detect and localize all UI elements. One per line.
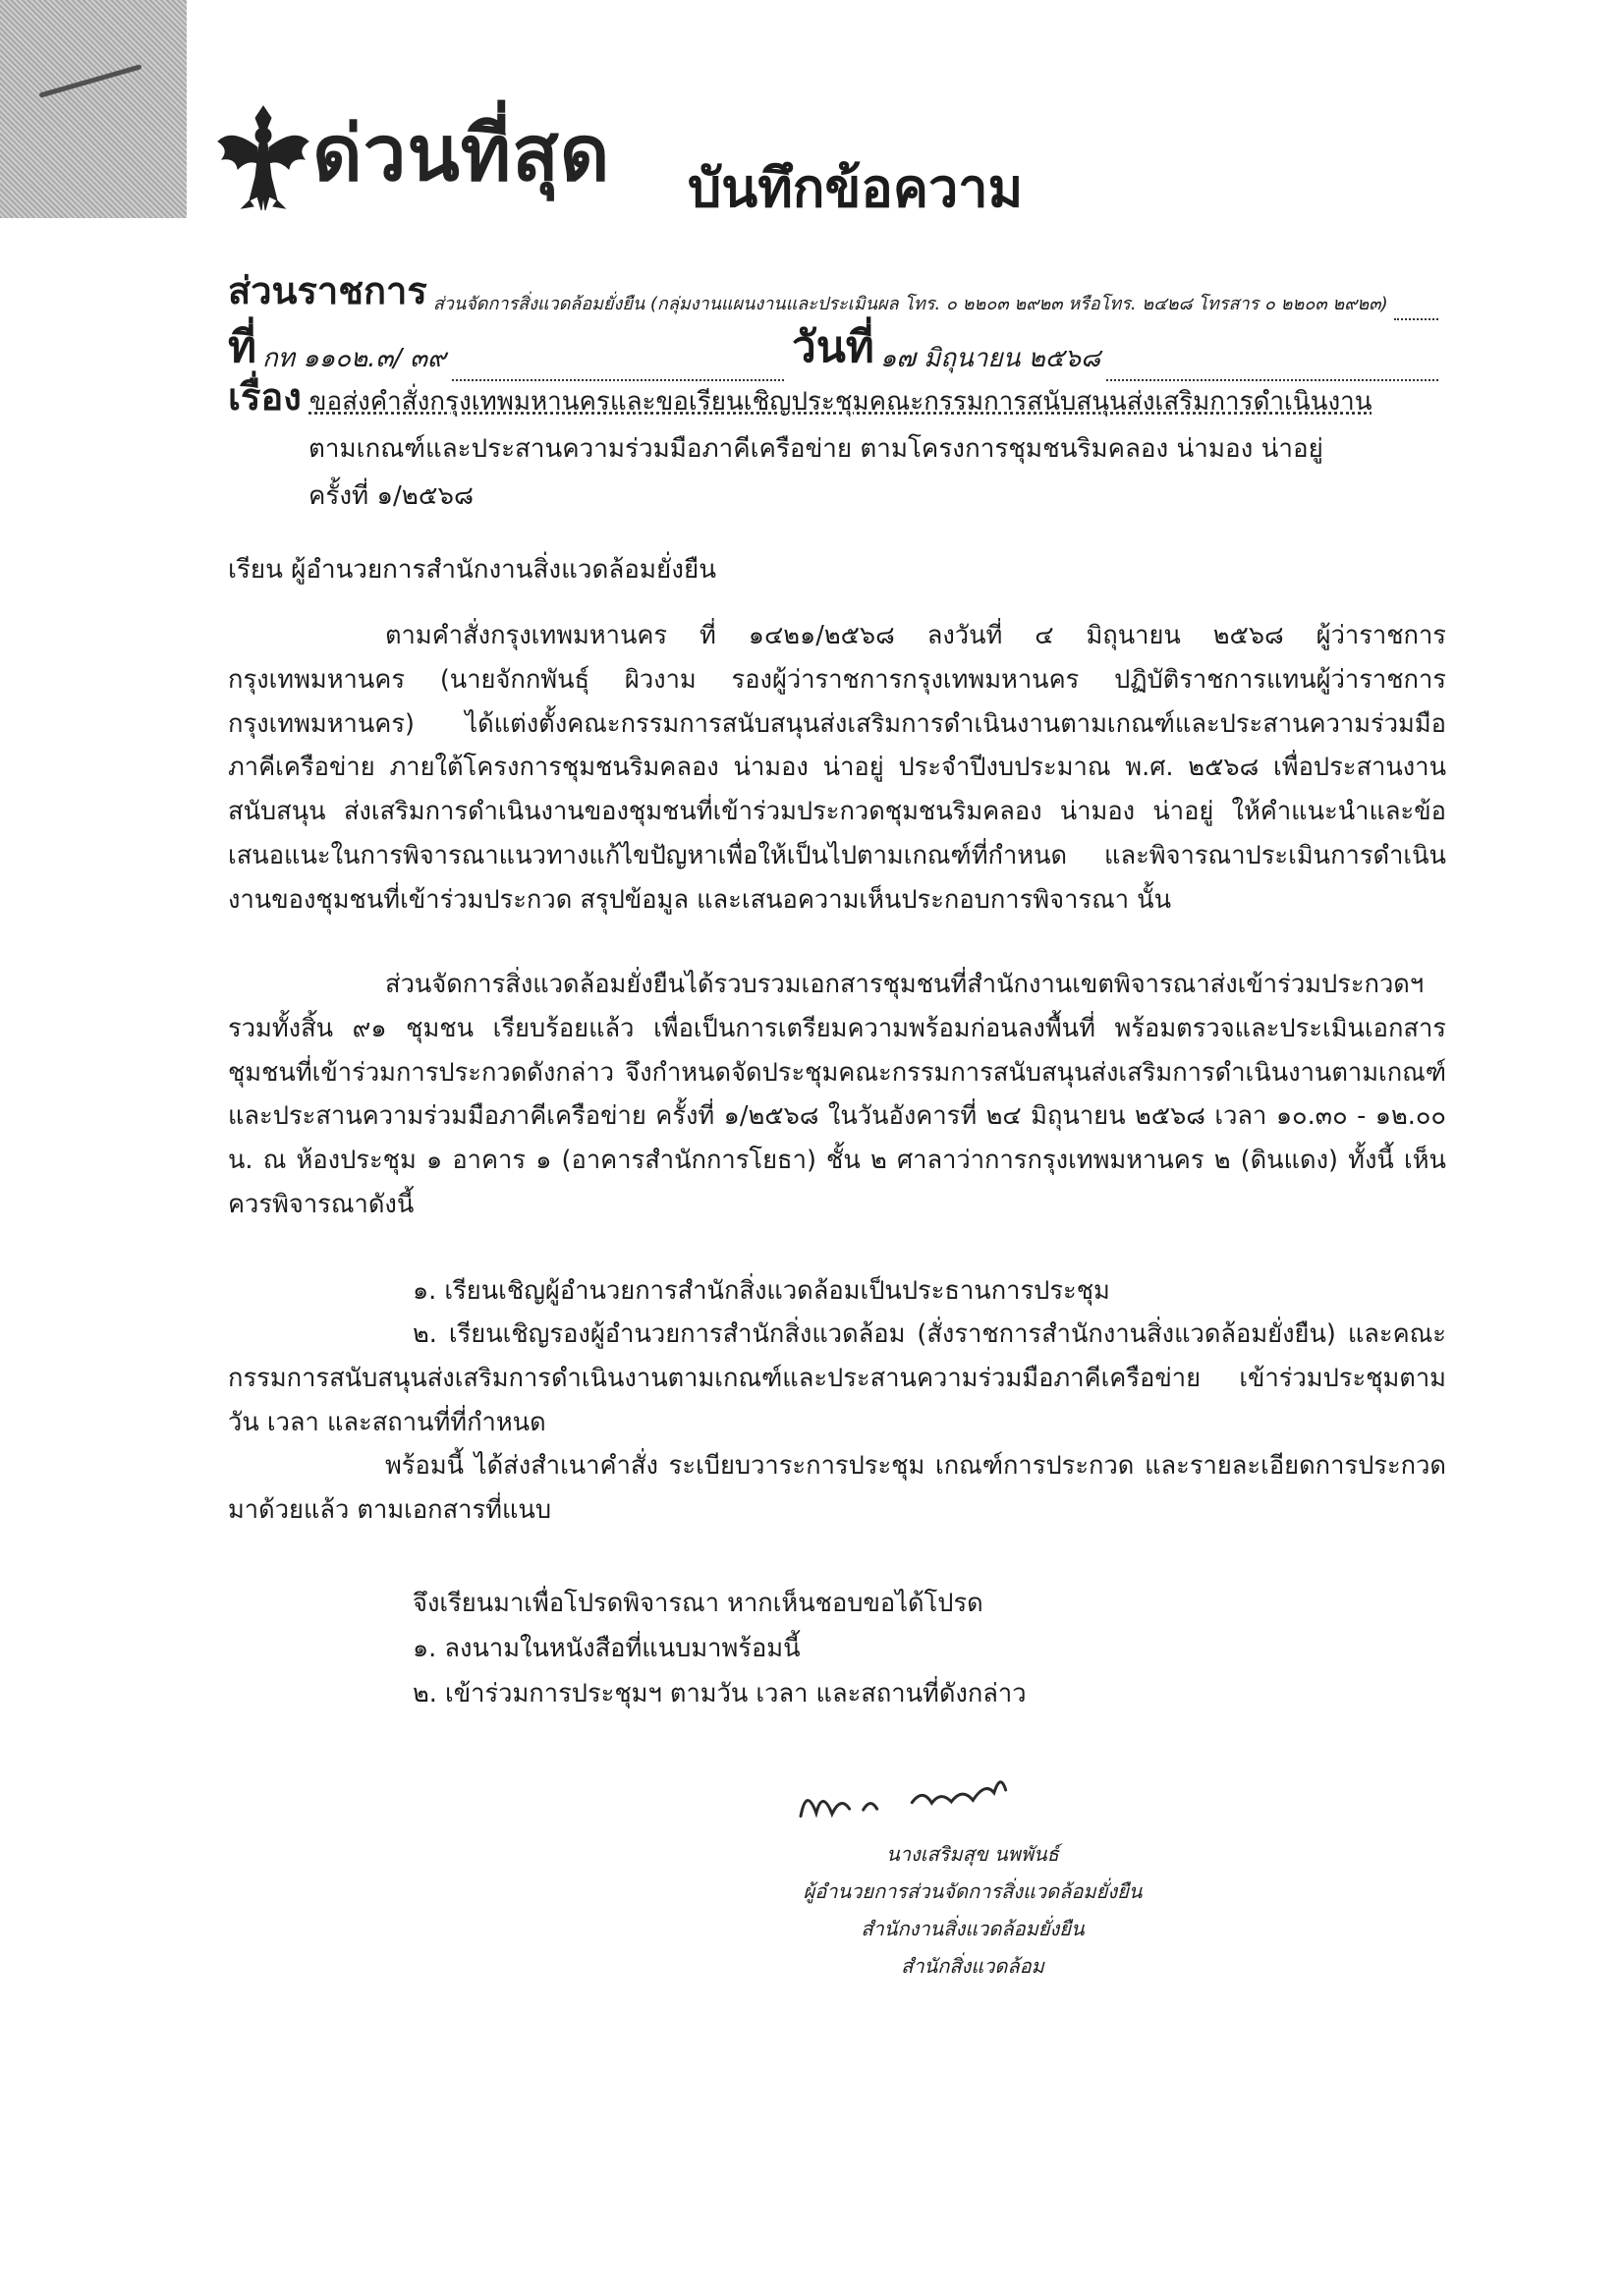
closing-item: ๑. ลงนามในหนังสือที่แนบมาพร้อมนี้: [413, 1634, 801, 1663]
list-item: ๑. เรียนเชิญผู้อำนวยการสำนักสิ่งแวดล้อมเป็นประธานการประชุม: [413, 1276, 1110, 1306]
handwritten-signature: [792, 1760, 1051, 1836]
body-paragraph: [228, 614, 1446, 923]
garuda-emblem-icon: [214, 98, 312, 214]
subject-line-2: ตามเกณฑ์และประสานความร่วมมือภาคีเครือข่าย ตามโครงการชุมชนริมคลอง น่ามอง น่าอยู่: [308, 434, 1323, 464]
number-date-row: [228, 312, 1438, 381]
corner-stamp: [0, 0, 187, 218]
list-item: [228, 1313, 1446, 1444]
closing-item: ๒. เข้าร่วมการประชุมฯ ตามวัน เวลา และสถานที่ดังกล่าว: [413, 1679, 1027, 1708]
signatory-title: ผู้อำนวยการส่วนจัดการสิ่งแวดล้อมยั่งยืน: [803, 1879, 1143, 1903]
paragraph-text: ส่วนจัดการสิ่งแวดล้อมยั่งยืนได้รวบรวมเอกสารชุมชนที่สำนักงานเขตพิจารณาส่งเข้าร่วมประกวดฯ รวมทั้งสิ้น ๙๑ ชุมชน เรียบร้อยแล้ว เพื่อเป็นการเตรียมความพร้อมก่อนลงพื้นที่ พร้อมตรวจและประเมินเอกสารชุมชนที่เข้าร่วมการประกวดดังกล่าว จึงกำหนดจัดประชุมคณะกรรมการสนับสนุนส่งเสริมการดำเนินงานตามเกณฑ์และประสานความร่วมมือภาคีเครือข่าย ครั้งที่ ๑/๒๕๖๘ ในวันอังคารที่ ๒๔ มิถุนายน ๒๕๖๘ เวลา ๑๐.๓๐ - ๑๒.๐๐ น. ณ ห้องประชุม ๑ อาคาร ๑ (อาคารสำนักการโยธา) ชั้น ๒ ศาลาว่าการกรุงเทพมหานคร ๒ (ดินแดง) ทั้งนี้ เห็นควรพิจารณาดังนี้: [228, 970, 1446, 1219]
closing-request: จึงเรียนมาเพื่อโปรดพิจารณา หากเห็นชอบขอได้โปรด: [413, 1589, 983, 1618]
list-item-text: ๒. เรียนเชิญรองผู้อำนวยการสำนักสิ่งแวดล้อม (สั่งราชการสำนักงานสิ่งแวดล้อมยั่งยืน) และคณะกรรมการสนับสนุนส่งเสริมการดำเนินงานตามเกณฑ์และประสานความร่วมมือภาคีเครือข่าย เข้าร่วมประชุมตามวัน เวลา และสถานที่ที่กำหนด: [228, 1319, 1446, 1437]
subject-block: [228, 373, 1446, 520]
signatory-department: สำนักสิ่งแวดล้อม: [901, 1954, 1044, 1978]
subject-line-3: ครั้งที่ ๑/๒๕๖๘: [308, 481, 475, 511]
date-label: วันที่: [792, 322, 874, 372]
paragraph-text: ตามคำสั่งกรุงเทพมหานคร ที่ ๑๔๒๑/๒๕๖๘ ลงวันที่ ๔ มิถุนายน ๒๕๖๘ ผู้ว่าราชการกรุงเทพมหานคร (นายจักกพันธุ์ ผิวงาม รองผู้ว่าราชการกรุงเทพมหานคร ปฏิบัติราชการแทนผู้ว่าราชการกรุงเทพมหานคร) ได้แต่งตั้งคณะกรรมการสนับสนุนส่งเสริมการดำเนินงานตามเกณฑ์และประสานความร่วมมือภาคีเครือข่าย ภายใต้โครงการชุมชนริมคลอง น่ามอง น่าอยู่ ประจำปีงบประมาณ พ.ศ. ๒๕๖๘ เพื่อประสานงาน สนับสนุน ส่งเสริมการดำเนินงานของชุมชนที่เข้าร่วมประกวดชุมชนริมคลอง น่ามอง น่าอยู่ ให้คำแนะนำและข้อเสนอแนะในการพิจารณาแนวทางแก้ไขปัญหาเพื่อให้เป็นไปตามเกณฑ์ที่กำหนด และพิจารณาประเมินการดำเนินงานของชุมชนที่เข้าร่วมประกวด สรุปข้อมูล และเสนอความเห็นประกอบการพิจารณา นั้น: [228, 621, 1446, 915]
number-label: ที่: [228, 322, 257, 372]
urgency-label: ด่วนที่สุด: [312, 110, 611, 198]
staple-mark: [38, 64, 141, 98]
memo-title: บันทึกข้อความ: [688, 157, 1024, 219]
subject-label: เรื่อง: [228, 375, 302, 419]
department-label: ส่วนราชการ: [228, 269, 427, 312]
date-value: ๑๗ มิถุนายน ๒๕๖๘: [879, 344, 1101, 373]
signatory-office: สำนักงานสิ่งแวดล้อมยั่งยืน: [861, 1917, 1085, 1940]
number-value: กท ๑๑๐๒.๓/ ๓๙: [262, 344, 447, 373]
body-paragraph: [228, 1444, 1446, 1533]
department-value: ส่วนจัดการสิ่งแวดล้อมยั่งยืน (กลุ่มงานแผนงานและประเมินผล โทร. ๐ ๒๒๐๓ ๒๙๒๓ หรือโทร. ๒๔๒๘ โทรสาร ๐ ๒๒๐๓ ๒๙๒๓): [432, 294, 1388, 314]
signatory-name: นางเสริมสุข นพพันธ์: [886, 1842, 1059, 1866]
department-row: [228, 260, 1438, 320]
paragraph-text: พร้อมนี้ ได้ส่งสำเนาคำสั่ง ระเบียบวาระการประชุม เกณฑ์การประกวด และรายละเอียดการประกวดมาด้วยแล้ว ตามเอกสารที่แนบ: [228, 1451, 1446, 1525]
greeting: เรียน ผู้อำนวยการสำนักงานสิ่งแวดล้อมยั่งยืน: [228, 555, 716, 585]
subject-line-1: ขอส่งคำสั่งกรุงเทพมหานครและขอเรียนเชิญประชุมคณะกรรมการสนับสนุนส่งเสริมการดำเนินงาน: [308, 387, 1372, 417]
body-paragraph: [228, 963, 1446, 1227]
